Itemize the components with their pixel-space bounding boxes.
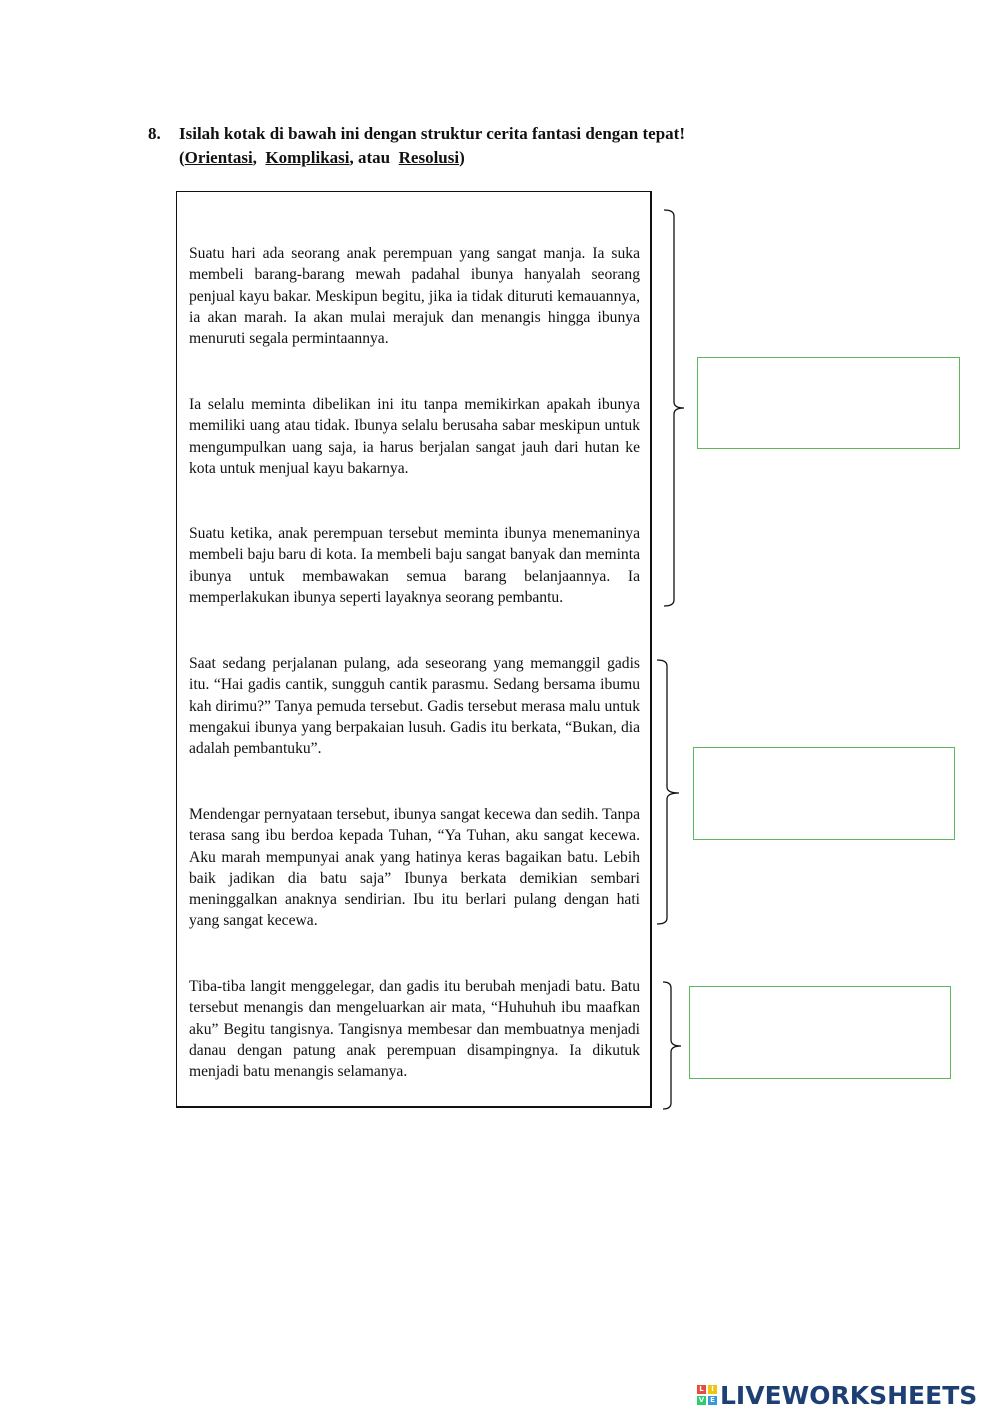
logo-letter-l: L (697, 1385, 706, 1394)
answer-box-1[interactable] (697, 357, 960, 449)
option-orientasi: Orientasi (184, 148, 253, 167)
story-paragraph-2: Ia selalu meminta dibelikan ini itu tanpa memikirkan apakah ibunya memiliki uang atau tidak. Ibunya selalu berusaha sabar meskipun untuk mengumpulkan uang saja, ia harus berjalan sangat jauh dari hutan ke kota untuk menjual kayu bakarnya. (189, 396, 640, 477)
story-paragraph-4: Saat sedang perjalanan pulang, ada seseorang yang memanggil gadis itu. “Hai gadis cantik, sungguh cantik parasmu. Sedang bersama ibumu kah dirimu?” Tanya pemuda tersebut. Gadis tersebut merasa malu untuk mengakui ibunya yang berpakaian lusuh. Gadis itu berkata, “Bukan, dia adalah pembantuku”. (189, 655, 640, 758)
question-number: 8. (148, 124, 161, 143)
answer-box-3[interactable] (689, 986, 951, 1079)
logo-letter-e: E (708, 1396, 717, 1405)
bracket-1 (664, 210, 684, 606)
story-paragraph-6: Tiba-tiba langit menggelegar, dan gadis itu berubah menjadi batu. Batu tersebut menangis dan mengeluarkan air mata, “Huhuhuh ibu maafkan aku” Begitu tangisnya. Tangisnya membesar dan membuatnya menjadi danau dengan patung anak perempuan disampingnya. Ia dikutuk menjadi batu menangis selamanya. (189, 978, 640, 1081)
story-paragraph-3: Suatu ketika, anak perempuan tersebut meminta ibunya menemaninya membeli baju baru di kota. Ia membeli baju sangat banyak dan meminta ibunya untuk membawakan semua barang belanjaannya. Ia memperlakukan ibunya seperti layaknya seorang pembantu. (189, 525, 640, 606)
brand-name: LIVEWORKSHEETS (720, 1380, 978, 1410)
option-komplikasi: Komplikasi (265, 148, 350, 167)
separator-1: , (252, 148, 266, 167)
liveworksheets-logo (697, 1380, 977, 1410)
separator-2: , atau (349, 148, 399, 167)
logo-mark-icon (697, 1385, 717, 1405)
open-paren: ( (179, 148, 185, 167)
question-text: Isilah kotak di bawah ini dengan struktur cerita fantasi dengan tepat! (179, 124, 685, 143)
answer-box-2[interactable] (693, 747, 955, 840)
bracket-2 (657, 660, 679, 924)
logo-letter-v: V (698, 1396, 705, 1404)
bracket-3 (663, 982, 681, 1109)
story-paragraph-1: Suatu hari ada seorang anak perempuan yang sangat manja. Ia suka membeli barang-barang mewah padahal ibunya hanyalah seorang penjual kayu bakar. Meskipun begitu, jika ia tidak dituruti kemauannya, ia akan marah. Ia akan mulai merajuk dan menangis hingga ibunya menuruti segala permintaannya. (189, 245, 640, 348)
option-resolusi: Resolusi (398, 148, 460, 167)
logo-letter-i: I (708, 1385, 717, 1394)
close-paren: ) (459, 148, 465, 167)
story-paragraph-5: Mendengar pernyataan tersebut, ibunya sangat kecewa dan sedih. Tanpa terasa sang ibu berdoa kepada Tuhan, “Ya Tuhan, aku sangat kecewa. Aku marah mempunyai anak yang hatinya keras bagaikan batu. Lebih baik jadikan dia batu saja” Ibunya berkata demikian sembari meninggalkan anaknya sendirian. Ibu itu berlari pulang dengan hati yang sangat kecewa. (189, 806, 640, 930)
